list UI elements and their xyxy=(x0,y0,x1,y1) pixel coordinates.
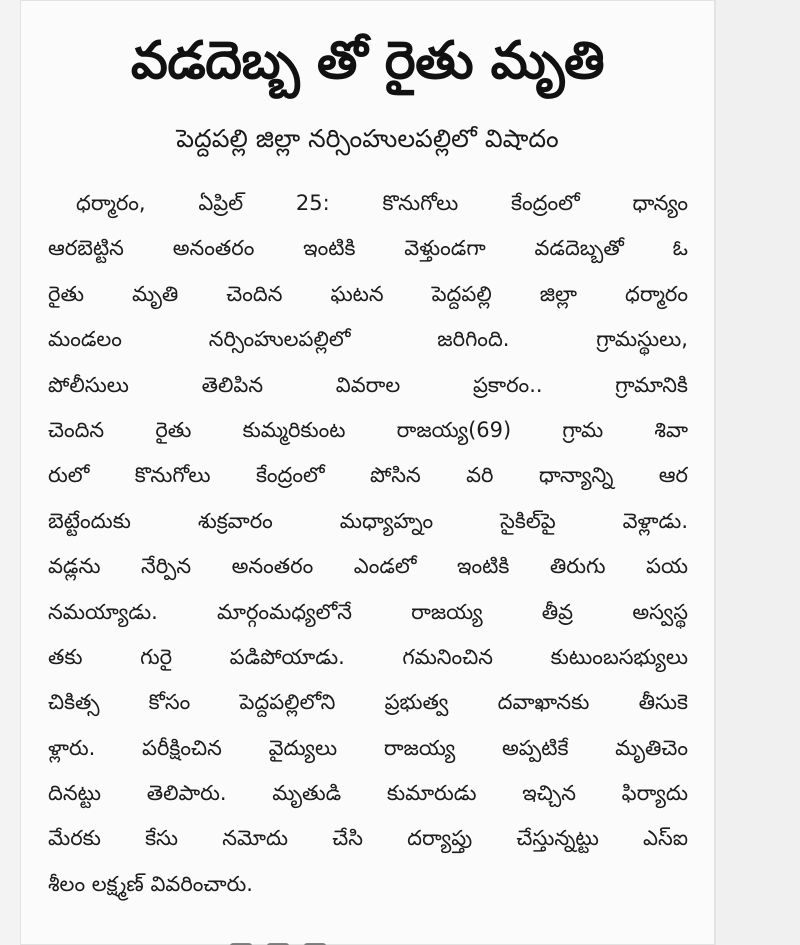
article-body-line: చికిత్స కోసం పెద్దపల్లిలోని ప్రభుత్వ దవాఖానకు తీసుకె xyxy=(48,690,688,715)
article-body-line: మండలం నర్సింహులపల్లిలో జరిగింది. గ్రామస్థులు, xyxy=(48,327,688,352)
article-body-line: శీలం లక్ష్మణ్ వివరించారు. xyxy=(48,871,253,896)
cropped-next-article-fragment xyxy=(230,934,380,945)
article-body-line: రులో కొనుగోలు కేంద్రంలో పోసిన వరి ధాన్యాన్ని ఆర xyxy=(48,463,688,488)
article-body-line: బెట్టేందుకు శుక్రవారం మధ్యాహ్నం సైకిల్‌పై వెళ్లాడు. xyxy=(48,508,688,533)
article-body-line: వడ్లను నేర్పిన అనంతరం ఎండలో ఇంటికి తిరుగు పయ xyxy=(48,554,688,579)
subheadline: పెద్దపల్లి జిల్లా నర్సింహులపల్లిలో విషాదం xyxy=(176,124,559,153)
right-margin xyxy=(715,0,800,945)
article-body-line: దినట్టు తెలిపారు. మృతుడి కుమారుడు ఇచ్చిన ఫిర్యాదు xyxy=(48,781,688,806)
article-body-line: ధర్మారం, ఏప్రిల్ 25: కొనుగోలు కేంద్రంలో ధాన్యం xyxy=(76,191,688,215)
article-body-line: పోలీసులు తెలిపిన వివరాల ప్రకారం.. గ్రామానికి xyxy=(48,372,688,397)
article-body-line: రైతు మృతి చెందిన ఘటన పెద్దపల్లి జిల్లా ధర్మారం xyxy=(48,281,688,306)
newspaper-clipping xyxy=(20,0,715,945)
article-body-line: చెందిన రైతు కుమ్మరికుంట రాజయ్య(69) గ్రామ శివా xyxy=(48,417,688,442)
article-body-line: మేరకు కేసు నమోదు చేసి దర్యాప్తు చేస్తున్నట్టు ఎస్ఐ xyxy=(48,826,688,851)
article-body xyxy=(48,181,688,907)
headline: వడదెబ్బ తో రైతు మృతి xyxy=(130,31,605,91)
article-body-line: తకు గురై పడిపోయాడు. గమనించిన కుటుంబసభ్యులు xyxy=(48,644,688,669)
article-body-line: ళ్లారు. పరీక్షించిన వైద్యులు రాజయ్య అప్పటికే మృతిచెం xyxy=(48,735,688,760)
article-body-line: ఆరబెట్టిన అనంతరం ఇంటికి వెళ్తుండగా వడదెబ్బతో ఓ xyxy=(48,236,688,261)
article-body-line: నమయ్యాడు. మార్గంమధ్యలోనే రాజయ్య తీవ్ర అస్వస్థ xyxy=(48,599,688,624)
